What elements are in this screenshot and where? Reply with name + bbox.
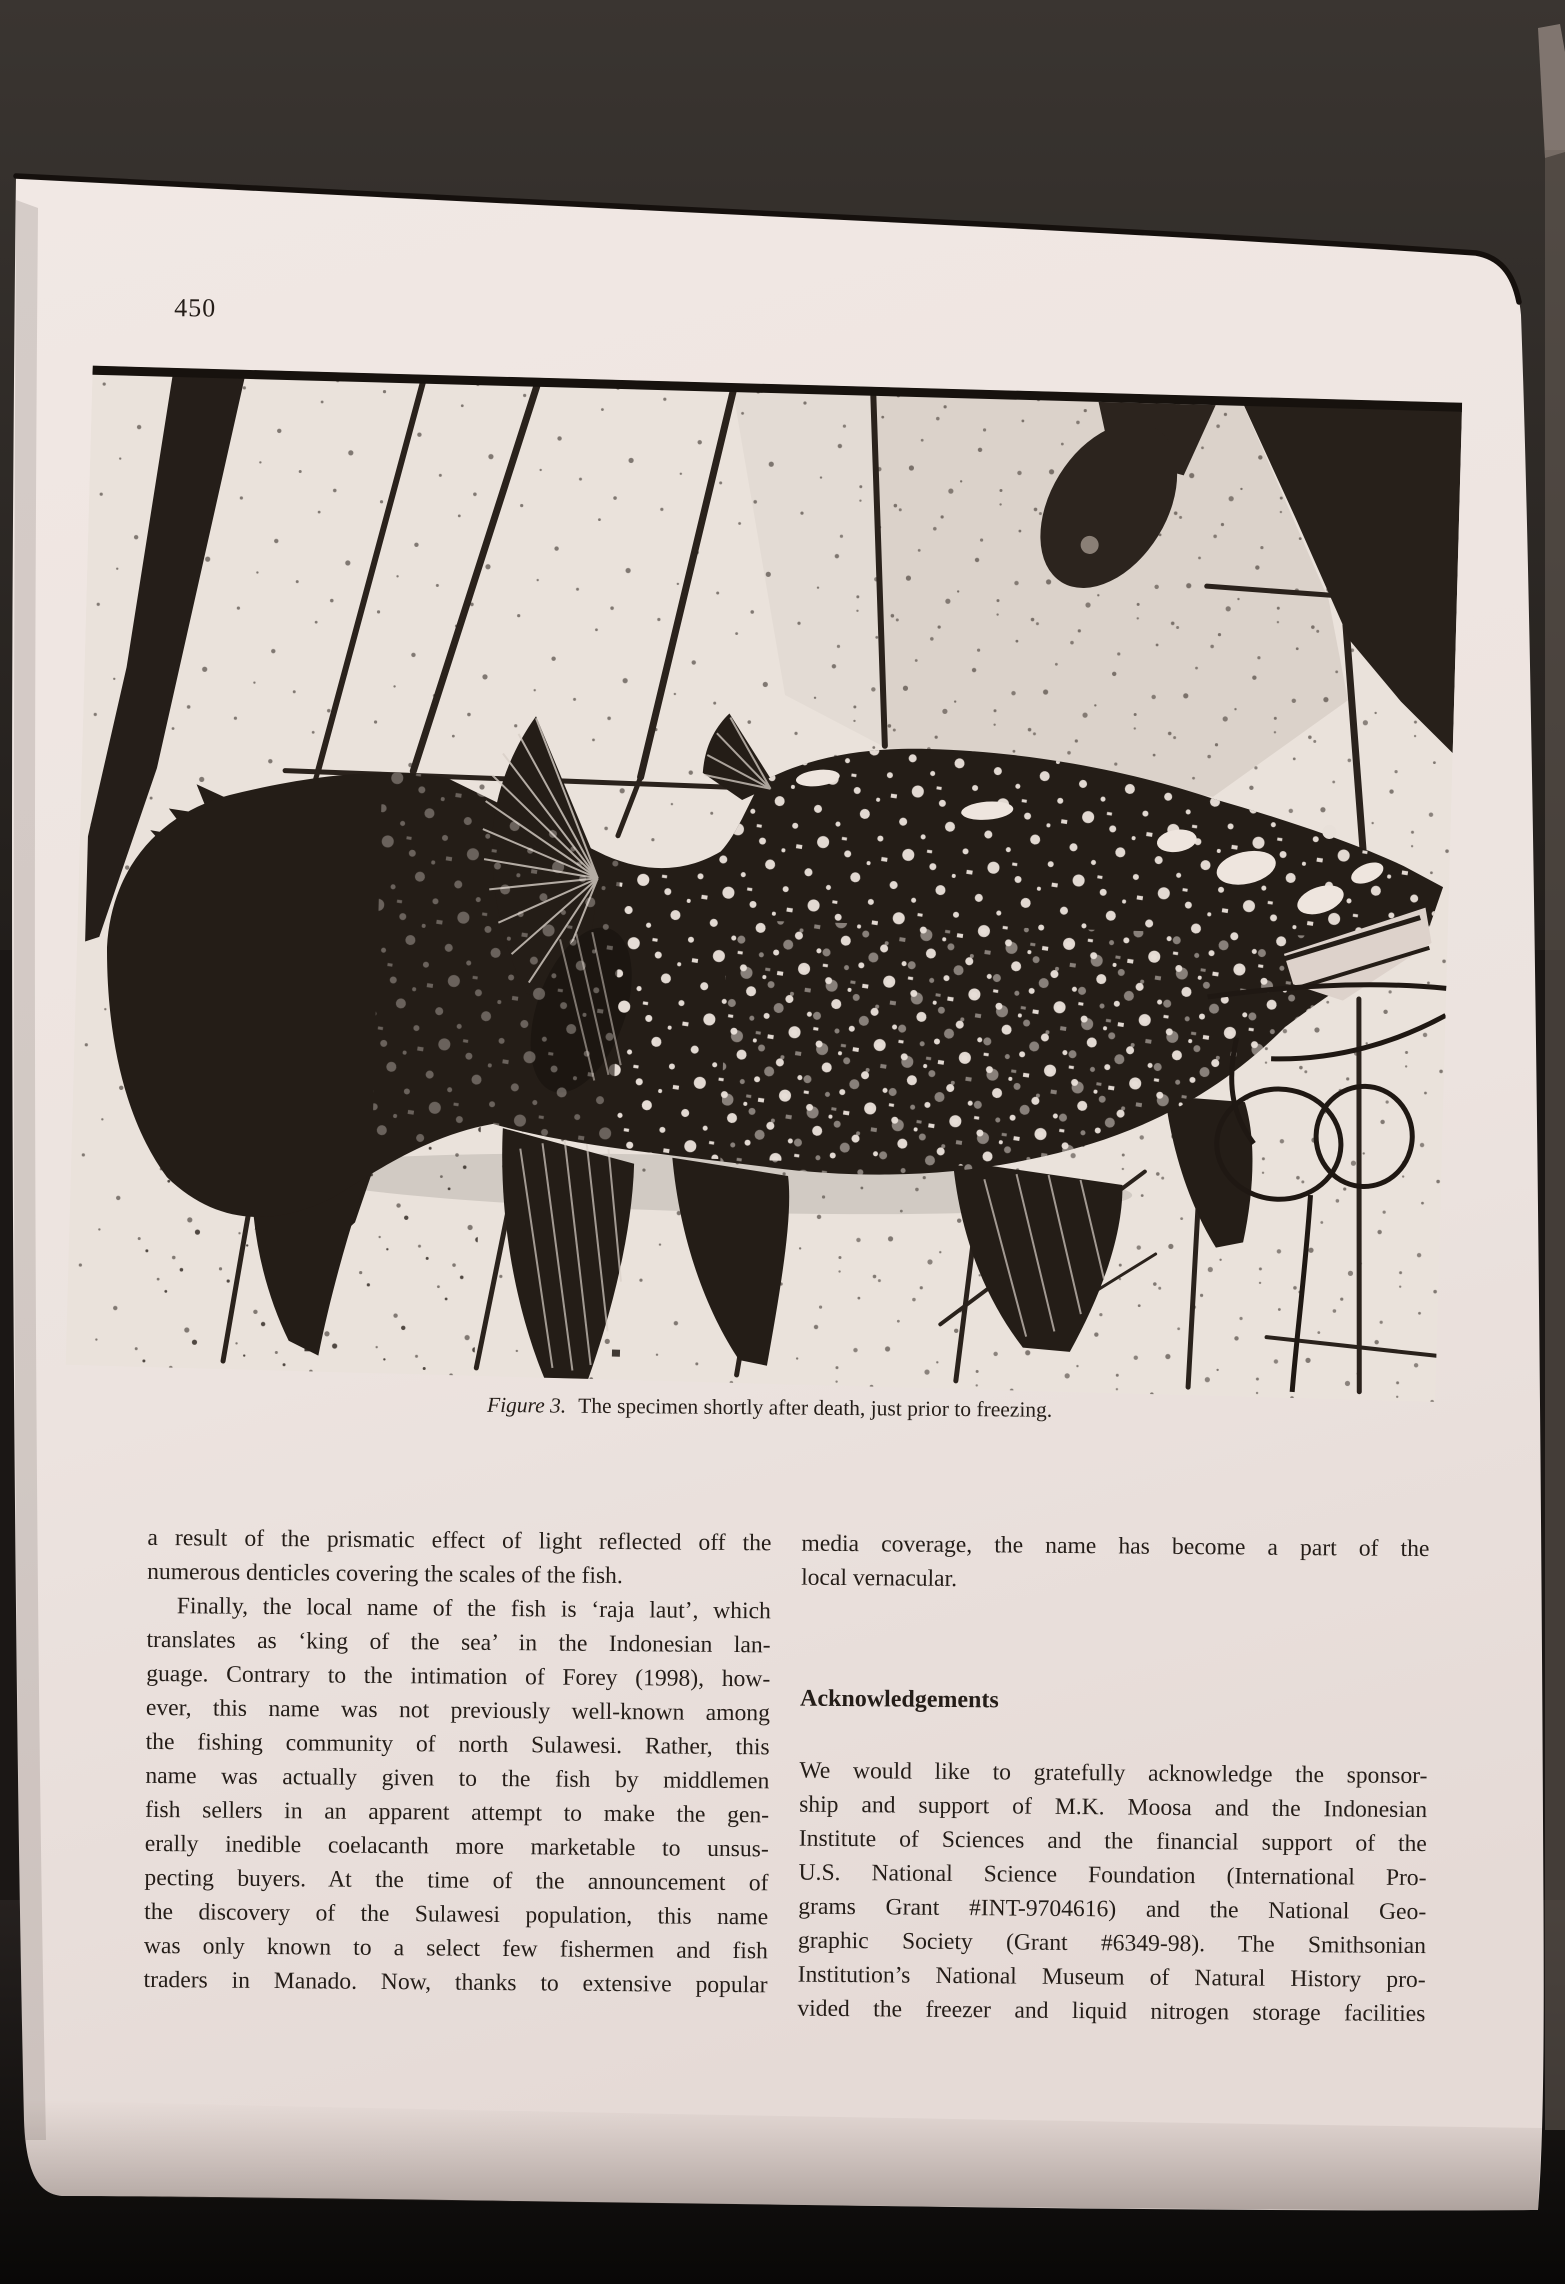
coelacanth-photo-svg — [66, 365, 1463, 1402]
text-line: erally inedible coelacanth more marketable to unsus- — [144, 1830, 769, 1863]
figure-caption-text: The specimen shortly after death, just prior to freezing. — [578, 1393, 1053, 1422]
acknowledgements-heading: Acknowledgements — [799, 1685, 999, 1714]
text-line: pecting buyers. At the time of the announcement of — [144, 1864, 769, 1897]
text-line: translates as ‘king of the sea’ in the Indonesian lan- — [146, 1626, 771, 1659]
text-line: We would like to gratefully acknowledge the sponsor- — [799, 1757, 1428, 1790]
text-line: grams Grant #INT-9704616) and the National Geo- — [798, 1893, 1427, 1926]
figure-photo — [66, 365, 1463, 1402]
text-line: ever, this name was not previously well-known among — [145, 1694, 771, 1727]
text-line: a result of the prismatic effect of light reflected off the — [147, 1524, 772, 1557]
text-line: the discovery of the Sulawesi population, this name — [144, 1898, 769, 1931]
text-line: graphic Society (Grant #6349-98). The Smithsonian — [797, 1927, 1427, 1960]
text-line: local vernacular. — [801, 1564, 958, 1593]
text-line: ship and support of M.K. Moosa and the Indonesian — [799, 1791, 1428, 1824]
right-paragraph-1 — [801, 1527, 1430, 1600]
text-line: U.S. National Science Foundation (International Pro- — [798, 1859, 1427, 1892]
right-column — [797, 1527, 1430, 2052]
right-paragraph-2 — [797, 1754, 1427, 2031]
left-column — [143, 1521, 771, 2002]
page-number: 450 — [174, 293, 217, 323]
text-line: Institute of Sciences and the financial support of the — [798, 1825, 1427, 1858]
figure-caption-label: Figure 3. — [486, 1392, 567, 1418]
text-line: the fishing community of north Sulawesi. Rather, this — [145, 1728, 770, 1761]
text-line: vided the freezer and liquid nitrogen storage facilities — [797, 1995, 1426, 2028]
text-line: fish sellers in an apparent attempt to make the gen- — [144, 1796, 770, 1829]
text-line: was only known to a select few fishermen and fish — [143, 1932, 768, 1965]
text-line: name was actually given to the fish by middlemen — [145, 1762, 770, 1795]
text-line: Finally, the local name of the fish is ‘raja laut’, which — [176, 1593, 771, 1625]
text-line: numerous denticles covering the scales of the fish. — [147, 1558, 623, 1590]
text-line: guage. Contrary to the intimation of Forey (1998), how- — [146, 1660, 771, 1693]
text-line: Institution’s National Museum of Natural History pro- — [797, 1961, 1426, 1994]
text-line: media coverage, the name has become a part of the — [801, 1530, 1430, 1563]
text-line: traders in Manado. Now, thanks to extensive popular — [143, 1966, 768, 1999]
